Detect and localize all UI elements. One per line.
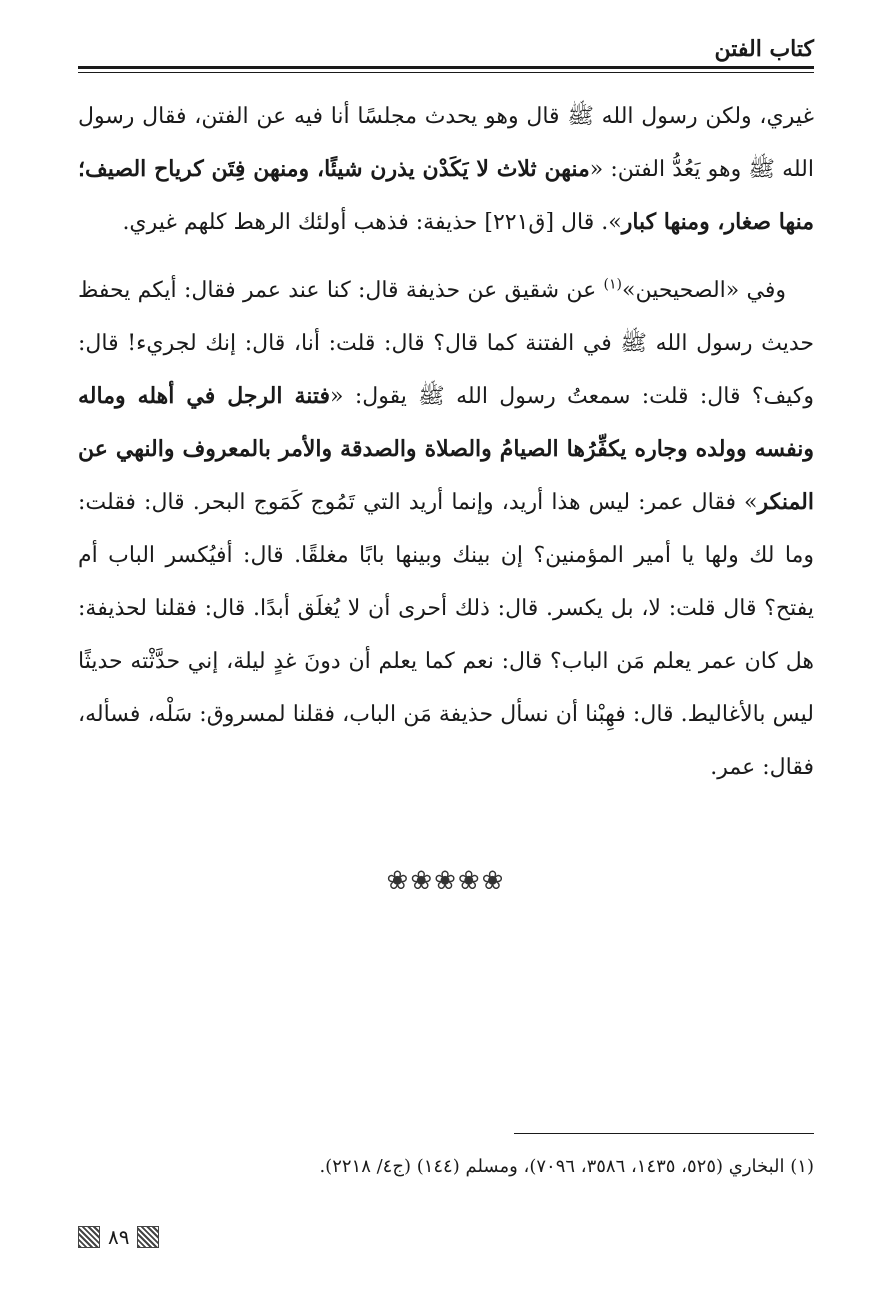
paragraph-2-tail: » فقال عمر: ليس هذا أريد، وإنما أريد التي تَمُوج كَمَوج البحر. قال: فقلت: وما لك ولها يا أمير المؤمنين؟ إن بينك وبينها بابًا مغلقًا. قال: أفيُكسر الباب أم يفتح؟ قال قلت: لا، بل يكسر. قال: ذلك أحرى أن لا يُغلَق أبدًا. قال: فقلنا لحذيفة: هل كان عمر يعلم مَن الباب؟ قال: نعم كما يعلم أن دونَ غدٍ ليلة، إني حدَّثْته حديثًا ليس بالأغاليط. قال: فهِبْنا أن نسأل حذيفة مَن الباب، فقلنا لمسروق: سَلْه، فسأله، فقال: عمر. <box>78 490 814 780</box>
folio-ornament-icon <box>78 1226 100 1248</box>
section-ornament: ❀❀❀❀❀ <box>386 866 506 896</box>
folio-ornament-icon <box>137 1226 159 1248</box>
page-folio <box>78 1225 159 1249</box>
page-number: ٨٩ <box>108 1225 130 1249</box>
footnote-reference[interactable]: (١) <box>603 276 622 293</box>
paragraph-2-lead: عن شقيق عن حذيفة قال: كنا عند عمر فقال: أيكم يحفظ حديث رسول الله ﷺ في الفتنة كما قال؟ قال: قلت: أنا، قال: إنك لجريء! قال: وكيف؟ قال: قلت: سمعتُ رسول الله ﷺ يقول: « <box>78 278 815 409</box>
paragraph-1 <box>78 90 814 249</box>
hadith-quote-1: منهن ثلاث لا يَكَدْن يذرن شيئًا، ومنهن فِتَن كرياح الصيف؛ منها صغار، ومنها كبار <box>78 156 814 235</box>
hadith-quote-2: فتنة الرجل في أهله وماله ونفسه وولده وجاره يكفِّرُها الصيامُ والصلاة والصدقة والأمر بالمعروف والنهي عن المنكر <box>78 383 814 515</box>
header-rule-thin <box>78 72 814 73</box>
main-text <box>78 90 814 794</box>
paragraph-1-tail: ». قال [ق٢٢١] حذيفة: فذهب أولئك الرهط كلهم غيري. <box>122 210 622 235</box>
footnote: (١) البخاري (٥٢٥، ١٤٣٥، ٣٥٨٦، ٧٠٩٦)، ومسلم (١٤٤) (ج٤/ ٢٢١٨). <box>319 1156 814 1177</box>
header-rule-thick <box>78 66 814 69</box>
footnote-rule <box>514 1133 814 1134</box>
paragraph-1-intro: غيري، ولكن رسول الله ﷺ قال وهو يحدث مجلسًا أنا فيه عن الفتن، فقال رسول الله ﷺ وهو يَعُدُّ الفتن: « <box>78 104 814 182</box>
paragraph-2 <box>78 264 814 794</box>
paragraph-2-intro: وفي «الصحيحين» <box>621 278 786 303</box>
running-title: كتاب الفتن <box>714 36 814 62</box>
